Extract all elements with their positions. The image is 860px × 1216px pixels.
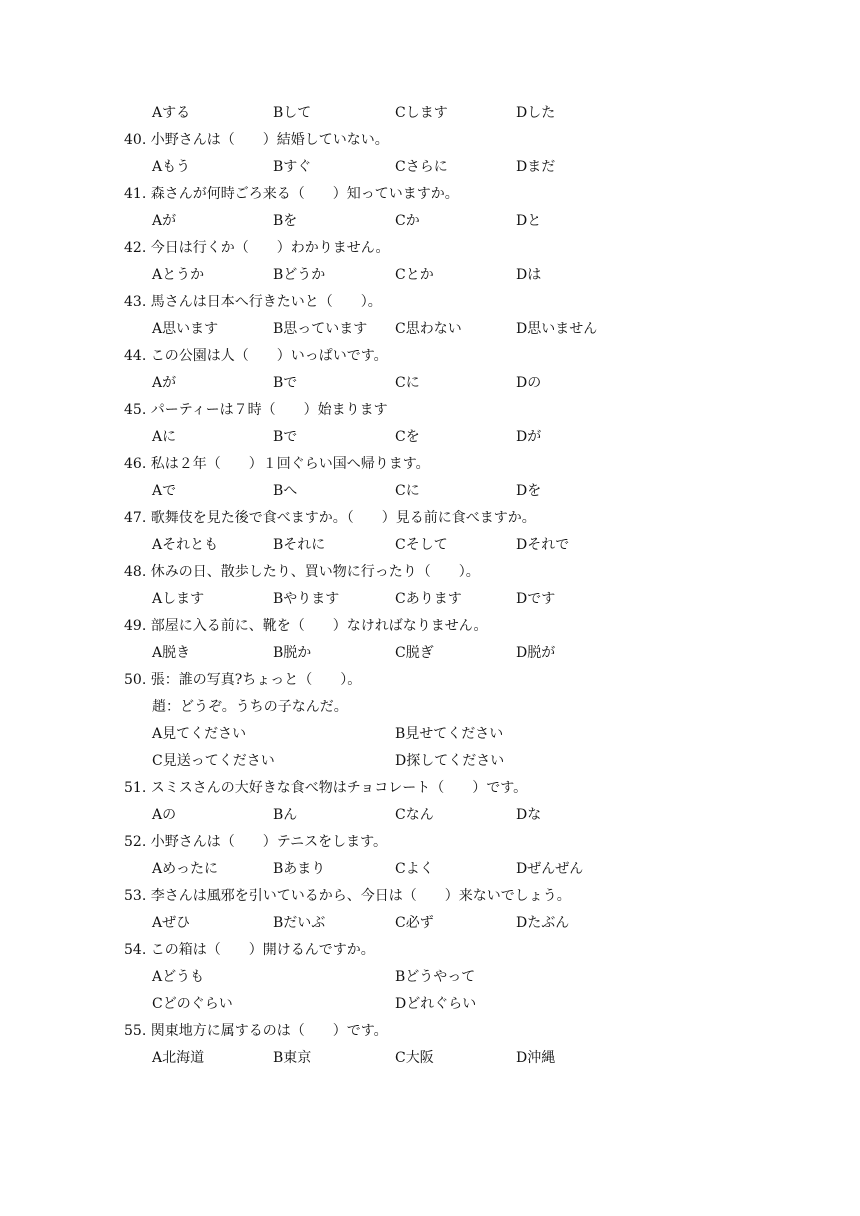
answer-option: Aが	[152, 213, 177, 229]
answer-option: B東京	[273, 1050, 312, 1066]
answer-options	[0, 424, 860, 451]
answer-option: Aそれとも	[152, 537, 219, 553]
answer-option: Dと	[516, 213, 542, 229]
answer-option: Bを	[273, 213, 298, 229]
answer-option: Dです	[516, 591, 556, 607]
answer-option: Cなん	[395, 807, 434, 823]
answer-option: C思わない	[395, 321, 462, 337]
answer-options	[0, 586, 860, 613]
answer-option: Aどうも	[152, 969, 205, 985]
answer-option: Dそれで	[516, 537, 570, 553]
question-stem: 43. 馬さんは日本へ行きたいと（ ）。	[124, 294, 382, 310]
answer-option: Cに	[395, 483, 420, 499]
answer-option: Aが	[152, 375, 177, 391]
answer-option: Aの	[152, 807, 177, 823]
question-stem: 47. 歌舞伎を見た後で食べますか。（ ）見る前に食べますか。	[124, 510, 536, 526]
answer-options	[0, 748, 860, 775]
answer-option: Cか	[395, 213, 420, 229]
answer-option: Bどうか	[273, 267, 326, 283]
question-stem: 55. 関東地方に属するのは（ ）です。	[124, 1023, 388, 1039]
answer-options	[0, 370, 860, 397]
question-stem: 42. 今日は行くか（ ）わかりません。	[124, 240, 390, 256]
answer-option: Aする	[152, 105, 191, 121]
answer-option: Aとうか	[152, 267, 205, 283]
question-stem: 44. この公園は人（ ）いっぱいです。	[124, 348, 388, 364]
answer-option: C脱ぎ	[395, 645, 434, 661]
answer-option: Bあまり	[273, 861, 326, 877]
answer-options	[0, 721, 860, 748]
answer-option: D探してください	[395, 753, 505, 769]
answer-options	[0, 316, 860, 343]
answer-option: Dした	[516, 105, 556, 121]
question-stem: 46. 私は２年（ ）１回ぐらい国へ帰ります。	[124, 456, 430, 472]
answer-option: Bん	[273, 807, 298, 823]
answer-option: Cあります	[395, 591, 462, 607]
answer-option: Aします	[152, 591, 205, 607]
answer-option: Cします	[395, 105, 448, 121]
answer-option: Bへ	[273, 483, 298, 499]
answer-options	[0, 910, 860, 937]
answer-option: Dどれぐらい	[395, 996, 477, 1012]
answer-option: C大阪	[395, 1050, 434, 1066]
question-stem: 53. 李さんは風邪を引いているから、今日は（ ）来ないでしょう。	[124, 888, 571, 904]
answer-option: Aで	[152, 483, 177, 499]
question-stem: 48. 休みの日、散歩したり、買い物に行ったり（ ）。	[124, 564, 480, 580]
answer-option: Aもう	[152, 159, 191, 175]
answer-option: Bで	[273, 375, 298, 391]
answer-options	[0, 802, 860, 829]
answer-option: Cに	[395, 375, 420, 391]
answer-options	[0, 856, 860, 883]
answer-option: D思いません	[516, 321, 598, 337]
answer-options	[0, 532, 860, 559]
question-stem: 54. この箱は（ ）開けるんですか。	[124, 942, 375, 958]
answer-option: Dの	[516, 375, 542, 391]
answer-option: C見送ってください	[152, 753, 275, 769]
answer-options	[0, 100, 860, 127]
answer-options	[0, 478, 860, 505]
question-stem: 52. 小野さんは（ ）テニスをします。	[124, 834, 388, 850]
answer-options	[0, 640, 860, 667]
answer-option: C必ず	[395, 915, 434, 931]
question-stem: 40. 小野さんは（ ）結婚していない。	[124, 132, 389, 148]
answer-option: Dまだ	[516, 159, 556, 175]
answer-option: D脱が	[516, 645, 556, 661]
answer-options	[0, 154, 860, 181]
answer-option: A脱き	[152, 645, 191, 661]
answer-option: Dは	[516, 267, 542, 283]
answer-options	[0, 964, 860, 991]
answer-options	[0, 208, 860, 235]
answer-option: Dたぶん	[516, 915, 570, 931]
answer-option: Aめったに	[152, 861, 218, 877]
answer-option: A思います	[152, 321, 219, 337]
answer-option: Aぜひ	[152, 915, 191, 931]
question-stem: 41. 森さんが何時ごろ来る（ ）知っていますか。	[124, 186, 459, 202]
answer-option: D沖縄	[516, 1050, 556, 1066]
answer-option: B思っています	[273, 321, 368, 337]
answer-option: Aに	[152, 429, 177, 445]
answer-option: Dが	[516, 429, 542, 445]
question-stem: 45. パーティーは７時（ ）始まります	[124, 402, 388, 418]
answer-options	[0, 1045, 860, 1072]
answer-option: Cそして	[395, 537, 448, 553]
answer-option: Bどうやって	[395, 969, 476, 985]
question-stem: 49. 部屋に入る前に、靴を（ ）なければなりません。	[124, 618, 488, 634]
question-stem: 50. 張：誰の写真?ちょっと（ ）。	[124, 672, 362, 688]
answer-option: Cを	[395, 429, 420, 445]
answer-option: Dぜんぜん	[516, 861, 584, 877]
answer-option: Bだいぶ	[273, 915, 326, 931]
answer-option: A見てください	[152, 726, 247, 742]
question-stem: 51. スミスさんの大好きな食べ物はチョコレート（ ）です。	[124, 780, 528, 796]
answer-option: Bそれに	[273, 537, 326, 553]
answer-option: Cよく	[395, 861, 434, 877]
answer-option: B見せてください	[395, 726, 504, 742]
question-sheet	[0, 100, 860, 1072]
answer-option: Dを	[516, 483, 542, 499]
answer-option: A北海道	[152, 1050, 205, 1066]
answer-option: Bすぐ	[273, 159, 312, 175]
answer-option: B脱か	[273, 645, 312, 661]
answer-option: Bで	[273, 429, 298, 445]
answer-options	[0, 991, 860, 1018]
answer-option: Dな	[516, 807, 542, 823]
answer-option: Cさらに	[395, 159, 448, 175]
answer-option: Bやります	[273, 591, 340, 607]
answer-option: Cどのぐらい	[152, 996, 233, 1012]
dialogue-line: 趙：どうぞ。うちの子なんだ。	[152, 699, 348, 715]
answer-option: Bして	[273, 105, 312, 121]
answer-options	[0, 262, 860, 289]
answer-option: Cとか	[395, 267, 434, 283]
